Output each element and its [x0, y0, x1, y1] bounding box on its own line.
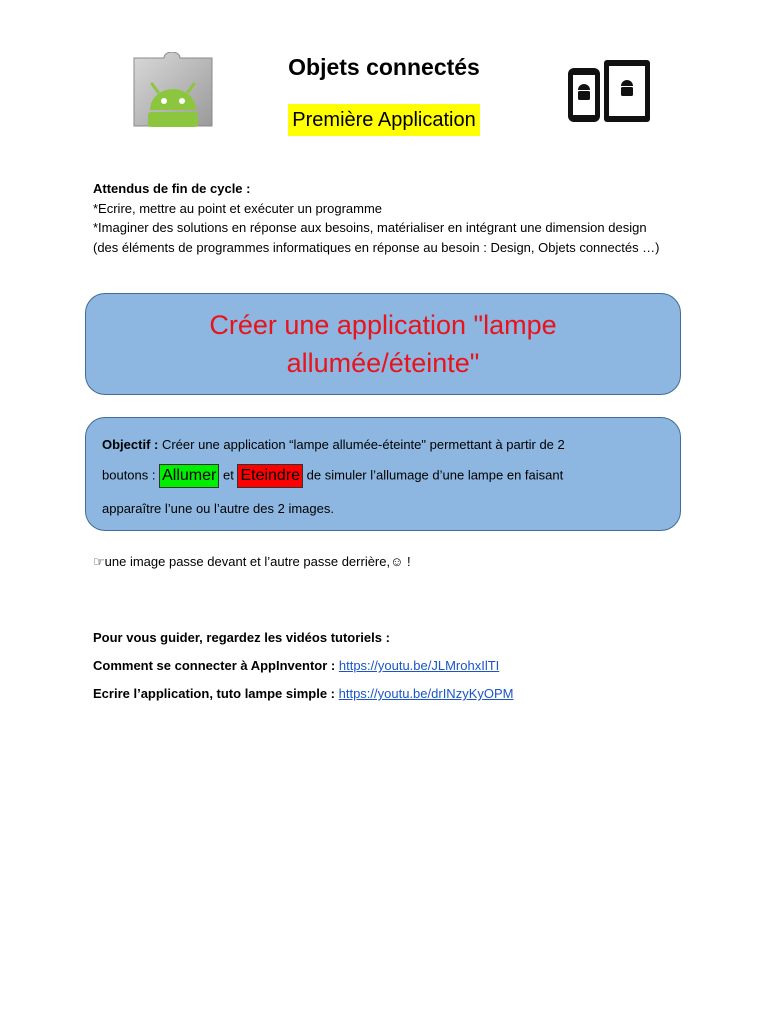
guide-block — [93, 624, 513, 708]
guide-link-row — [93, 652, 513, 680]
objective-line: apparaître l’une ou l’autre des 2 images. — [102, 501, 334, 516]
objective-line — [102, 464, 563, 488]
objective-text: et — [222, 467, 234, 483]
video-link-lamp[interactable]: https://youtu.be/drINzyKyOPM — [338, 686, 514, 701]
tip-text: ☞une image passe devant et l’autre passe derrière,☺ ! — [93, 554, 411, 569]
objective-box — [85, 417, 681, 531]
expectations-heading: Attendus de fin de cycle : — [93, 181, 251, 196]
guide-intro: Pour vous guider, regardez les vidéos tutoriels : — [93, 630, 390, 645]
eteindre-button-label: Eteindre — [237, 464, 303, 488]
expectations-block — [93, 179, 660, 257]
guide-link-row — [93, 680, 513, 708]
allumer-button-label: Allumer — [159, 464, 219, 488]
objective-line — [102, 437, 565, 452]
guide-link-label: Comment se connecter à AppInventor : — [93, 658, 336, 673]
video-link-connect[interactable]: https://youtu.be/JLMrohxIlTI — [338, 658, 500, 673]
headline-box — [85, 293, 681, 395]
expectation-line: (des éléments de programmes informatiques en réponse au besoin : Design, Objets connectés …) — [93, 239, 660, 255]
objective-label: Objectif : — [102, 437, 159, 452]
android-devices-icon — [566, 58, 652, 124]
page-subtitle: Première Application — [288, 104, 479, 136]
guide-link-label: Ecrire l’application, tuto lampe simple : — [93, 686, 335, 701]
objective-text: boutons : — [102, 467, 156, 483]
objective-text: Créer une application “lampe allumée-éteinte" permettant à partir de 2 — [161, 437, 565, 452]
expectation-line: *Ecrire, mettre au point et exécuter un programme — [93, 200, 383, 216]
expectation-line: *Imaginer des solutions en réponse aux besoins, matérialiser en intégrant une dimension design — [93, 220, 647, 235]
headline-text: Créer une application "lampe allumée/éteinte" — [209, 310, 557, 378]
objective-text: de simuler l’allumage d’une lampe en faisant — [306, 467, 564, 483]
page-title: Objets connectés — [288, 54, 480, 80]
